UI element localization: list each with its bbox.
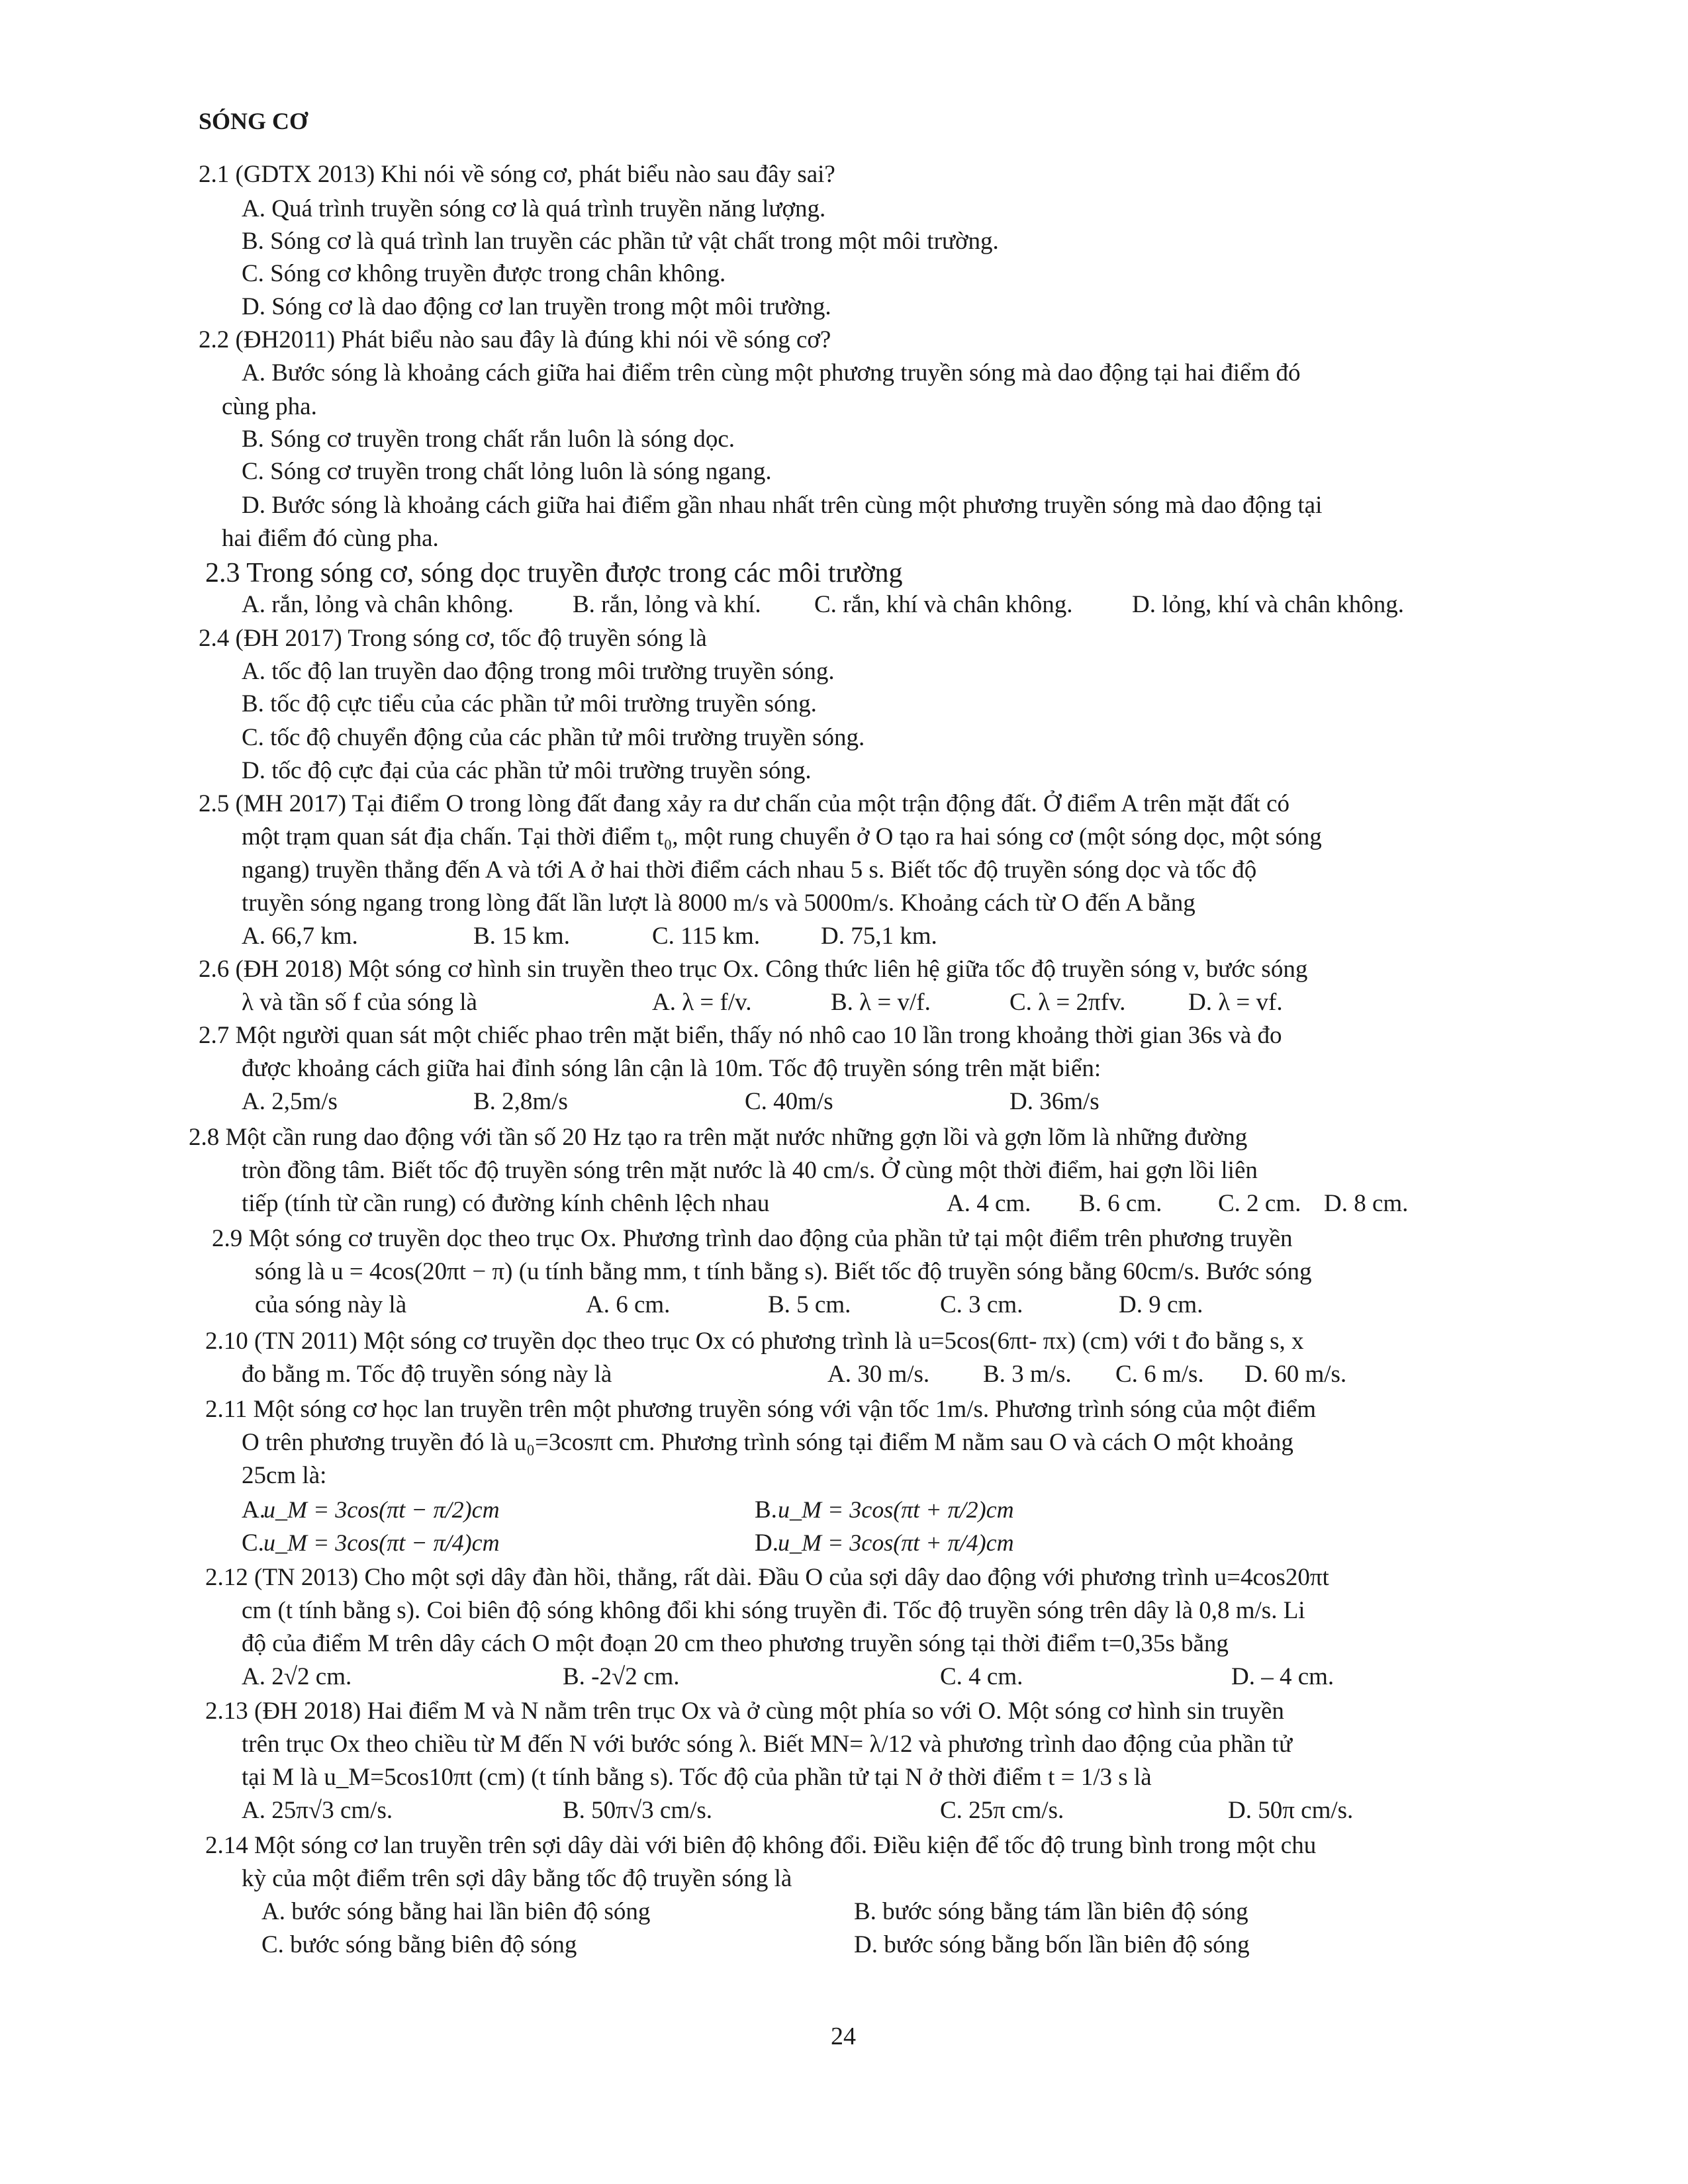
answer-option: A. rắn, lỏng và chân không. <box>242 591 514 618</box>
answer-option: A. Quá trình truyền sóng cơ là quá trình truyền năng lượng. <box>242 195 826 222</box>
answer-option: C. λ = 2πfv. <box>1009 989 1126 1016</box>
question-stem: 2.3 Trong sóng cơ, sóng dọc truyền được trong các môi trường <box>205 558 903 588</box>
text-line: tròn đồng tâm. Biết tốc độ truyền sóng trên mặt nước là 40 cm/s. Ở cùng một thời điểm, hai gợn lồi liên <box>242 1157 1258 1184</box>
answer-option: A. <box>242 1496 265 1524</box>
section-title: SÓNG CƠ <box>199 108 308 134</box>
answer-option: D. 75,1 km. <box>821 923 937 950</box>
answer-option: B. 2,8m/s <box>473 1088 568 1115</box>
answer-option: B. rắn, lỏng và khí. <box>573 591 761 618</box>
text-line: truyền sóng ngang trong lòng đất lần lượt là 8000 m/s và 5000m/s. Khoảng cách từ O đến A bằng <box>242 889 1196 917</box>
answer-option: D. <box>755 1529 778 1557</box>
answer-option: C. 40m/s <box>745 1088 833 1115</box>
text-line: sóng là u = 4cos(20πt − π) (u tính bằng mm, t tính bằng s). Biết tốc độ truyền sóng bằng 60cm/s. Bước sóng <box>255 1258 1312 1285</box>
answer-option: C. 115 km. <box>652 923 761 950</box>
text-line: tại M là u_M=5cos10πt (cm) (t tính bằng s). Tốc độ của phần tử tại N ở thời điểm t = 1/3 s là <box>242 1764 1152 1791</box>
text-line: cm (t tính bằng s). Coi biên độ sóng không đổi khi sóng truyền đi. Tốc độ truyền sóng trên dây là 0,8 m/s. Li <box>242 1597 1305 1624</box>
answer-option: A. 2√2 cm. <box>242 1663 352 1690</box>
answer-option: D. 36m/s <box>1009 1088 1100 1115</box>
text-line: hai điểm đó cùng pha. <box>222 525 439 552</box>
answer-option: A. 6 cm. <box>586 1291 671 1318</box>
question-stem: 2.8 Một cần rung dao động với tần số 20 Hz tạo ra trên mặt nước những gợn lồi và gợn lõm là những đường <box>189 1124 1248 1151</box>
text-line: λ và tần số f của sóng là <box>242 989 477 1016</box>
text-line: cùng pha. <box>222 393 317 420</box>
question-stem: 2.11 Một sóng cơ học lan truyền trên một phương truyền sóng với vận tốc 1m/s. Phương trình sóng của một điểm <box>205 1396 1317 1423</box>
answer-option: B. 3 m/s. <box>983 1361 1072 1388</box>
question-stem: 2.2 (ĐH2011) Phát biểu nào sau đây là đúng khi nói về sóng cơ? <box>199 326 831 353</box>
answer-option: C. 2 cm. <box>1218 1190 1301 1217</box>
answer-option: D. λ = vf. <box>1188 989 1283 1016</box>
answer-option: C. 3 cm. <box>940 1291 1023 1318</box>
answer-option: C. bước sóng bằng biên độ sóng <box>261 1931 577 1958</box>
answer-option: B. tốc độ cực tiểu của các phần tử môi trường truyền sóng. <box>242 690 817 717</box>
page-number: 24 <box>831 2023 856 2050</box>
text-line: ngang) truyền thẳng đến A và tới A ở hai thời điểm cách nhau 5 s. Biết tốc độ truyền sóng dọc và tốc độ <box>242 856 1257 884</box>
answer-option: A. 25π√3 cm/s. <box>242 1797 393 1824</box>
answer-option: D. lỏng, khí và chân không. <box>1132 591 1405 618</box>
answer-option: B. 6 cm. <box>1079 1190 1162 1217</box>
answer-option: B. λ = v/f. <box>831 989 931 1016</box>
answer-option: A. 30 m/s. <box>827 1361 930 1388</box>
question-stem: 2.1 (GDTX 2013) Khi nói về sóng cơ, phát biểu nào sau đây sai? <box>199 161 835 188</box>
answer-option: A. Bước sóng là khoảng cách giữa hai điểm trên cùng một phương truyền sóng mà dao động tại hai điểm đó <box>242 359 1301 387</box>
equation: u_M = 3cos(πt + π/4)cm <box>778 1529 1014 1556</box>
answer-option: B. 5 cm. <box>768 1291 851 1318</box>
answer-option: A. 4 cm. <box>947 1190 1031 1217</box>
answer-option: B. 50π√3 cm/s. <box>563 1797 713 1824</box>
answer-option: C. Sóng cơ không truyền được trong chân không. <box>242 260 726 287</box>
text-line: tiếp (tính từ cần rung) có đường kính chênh lệch nhau <box>242 1190 770 1217</box>
question-stem: 2.12 (TN 2013) Cho một sợi dây đàn hồi, thẳng, rất dài. Đầu O của sợi dây dao động với phương trình u=4cos20πt <box>205 1564 1329 1591</box>
text-line: được khoảng cách giữa hai đỉnh sóng lân cận là 10m. Tốc độ truyền sóng trên mặt biển: <box>242 1055 1102 1082</box>
answer-option: D. 9 cm. <box>1119 1291 1203 1318</box>
answer-option: A. λ = f/v. <box>652 989 752 1016</box>
answer-option: B. bước sóng bằng tám lần biên độ sóng <box>854 1898 1248 1925</box>
text-line: đo bằng m. Tốc độ truyền sóng này là <box>242 1361 612 1388</box>
text-line: một trạm quan sát địa chấn. Tại thời điểm t₀, một rung chuyển ở O tạo ra hai sóng cơ (một sóng dọc, một sóng <box>242 823 1322 850</box>
answer-option: A. 66,7 km. <box>242 923 358 950</box>
text-line: 25cm là: <box>242 1462 327 1489</box>
answer-option: D. 50π cm/s. <box>1228 1797 1354 1824</box>
equation: u_M = 3cos(πt − π/4)cm <box>263 1529 500 1556</box>
question-stem: 2.14 Một sóng cơ lan truyền trên sợi dây dài với biên độ không đổi. Điều kiện để tốc độ trung bình trong một chu <box>205 1832 1317 1859</box>
equation: u_M = 3cos(πt − π/2)cm <box>263 1496 500 1523</box>
text-line: kỳ của một điểm trên sợi dây bằng tốc độ truyền sóng là <box>242 1865 792 1892</box>
question-stem: 2.4 (ĐH 2017) Trong sóng cơ, tốc độ truyền sóng là <box>199 625 707 652</box>
answer-option: B. Sóng cơ truyền trong chất rắn luôn là sóng dọc. <box>242 426 735 453</box>
text-line: O trên phương truyền đó là u₀=3cosπt cm. Phương trình sóng tại điểm M nằm sau O và cách O một khoảng <box>242 1429 1293 1456</box>
text-line: độ của điểm M trên dây cách O một đoạn 20 cm theo phương truyền sóng tại thời điểm t=0,35s bằng <box>242 1630 1229 1657</box>
question-stem: 2.6 (ĐH 2018) Một sóng cơ hình sin truyền theo trục Ox. Công thức liên hệ giữa tốc độ truyền sóng v, bước sóng <box>199 956 1308 983</box>
answer-option: D. Bước sóng là khoảng cách giữa hai điểm gần nhau nhất trên cùng một phương truyền sóng mà dao động tại <box>242 492 1323 519</box>
answer-option: C. tốc độ chuyển động của các phần tử môi trường truyền sóng. <box>242 724 865 751</box>
answer-option: C. 25π cm/s. <box>940 1797 1064 1824</box>
answer-option: D. – 4 cm. <box>1231 1663 1335 1690</box>
equation: u_M = 3cos(πt + π/2)cm <box>778 1496 1014 1523</box>
answer-option: A. 2,5m/s <box>242 1088 338 1115</box>
answer-option: C. 4 cm. <box>940 1663 1023 1690</box>
question-stem: 2.7 Một người quan sát một chiếc phao trên mặt biển, thấy nó nhô cao 10 lần trong khoảng thời gian 36s và đo <box>199 1022 1282 1049</box>
text-line: trên trục Ox theo chiều từ M đến N với bước sóng λ. Biết MN= λ/12 và phương trình dao động của phần tử <box>242 1731 1293 1758</box>
answer-option: B. -2√2 cm. <box>563 1663 680 1690</box>
question-stem: 2.13 (ĐH 2018) Hai điểm M và N nằm trên trục Ox và ở cùng một phía so với O. Một sóng cơ hình sin truyền <box>205 1698 1284 1725</box>
question-stem: 2.5 (MH 2017) Tại điểm O trong lòng đất đang xảy ra dư chấn của một trận động đất. Ở điểm A trên mặt đất có <box>199 790 1290 817</box>
answer-option: D. Sóng cơ là dao động cơ lan truyền trong một môi trường. <box>242 293 831 320</box>
answer-option: C. Sóng cơ truyền trong chất lỏng luôn là sóng ngang. <box>242 458 772 485</box>
question-stem: 2.10 (TN 2011) Một sóng cơ truyền dọc theo trục Ox có phương trình là u=5cos(6πt- πx) (cm) với t đo bằng s, x <box>205 1328 1304 1355</box>
answer-option: B. Sóng cơ là quá trình lan truyền các phần tử vật chất trong một môi trường. <box>242 228 999 255</box>
answer-option: C. rắn, khí và chân không. <box>814 591 1073 618</box>
answer-option: A. bước sóng bằng hai lần biên độ sóng <box>261 1898 651 1925</box>
text-line: của sóng này là <box>255 1291 407 1318</box>
answer-option: C. <box>242 1529 264 1557</box>
answer-option: D. 8 cm. <box>1324 1190 1409 1217</box>
answer-option: D. bước sóng bằng bốn lần biên độ sóng <box>854 1931 1250 1958</box>
answer-option: A. tốc độ lan truyền dao động trong môi trường truyền sóng. <box>242 658 835 685</box>
answer-option: B. <box>755 1496 777 1524</box>
answer-option: D. tốc độ cực đại của các phần tử môi trường truyền sóng. <box>242 757 812 784</box>
answer-option: B. 15 km. <box>473 923 570 950</box>
answer-option: C. 6 m/s. <box>1115 1361 1204 1388</box>
question-stem: 2.9 Một sóng cơ truyền dọc theo trục Ox. Phương trình dao động của phần tử tại một điểm trên phương truyền <box>212 1225 1293 1252</box>
answer-option: D. 60 m/s. <box>1244 1361 1347 1388</box>
